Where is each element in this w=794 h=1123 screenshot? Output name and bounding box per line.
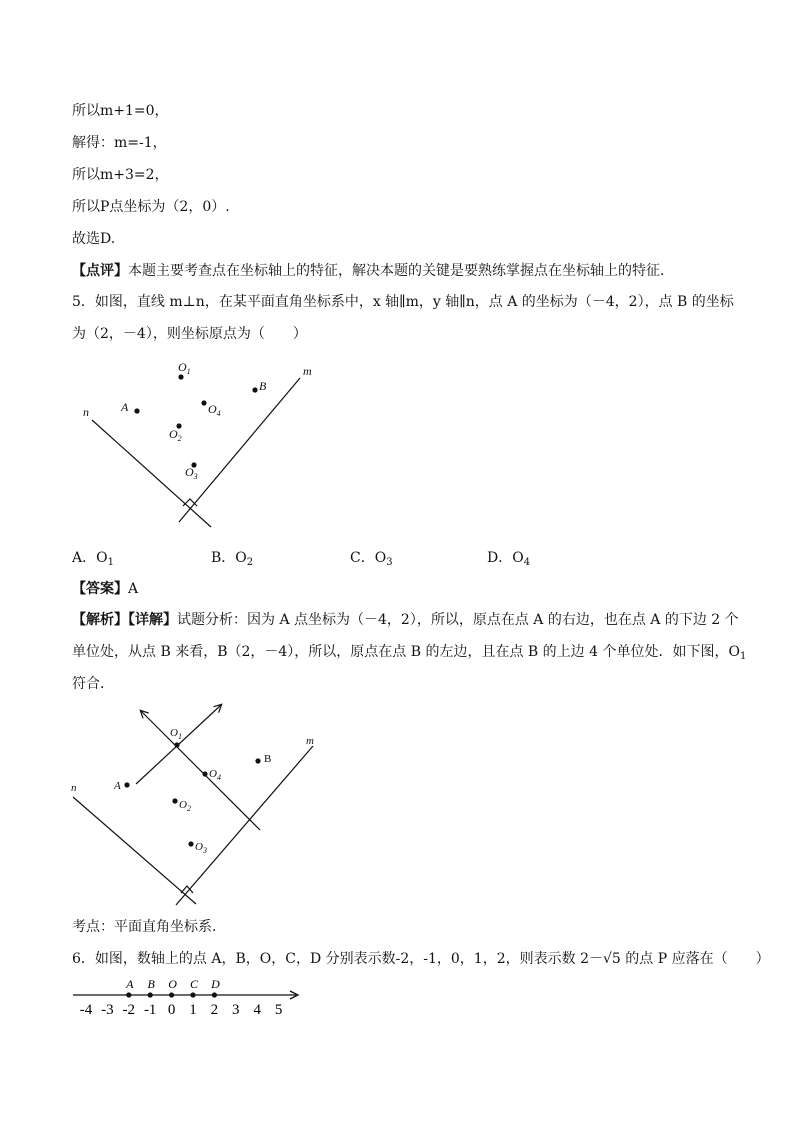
label-o1: $O_1$ — [178, 360, 191, 376]
question-5-line-1: 5．如图，直线 m⊥n，在某平面直角坐标系中，x 轴∥m，y 轴∥n，点 A 的坐标为（－4，2），点 B 的坐标 — [72, 294, 734, 310]
tick-label: 1 — [189, 1002, 197, 1018]
label-o1-2: $O_1$ — [170, 727, 182, 741]
analysis-tag: 【解析】【详解】 — [72, 612, 177, 628]
option-c: C．$O_3$ — [350, 550, 393, 568]
analysis-line-2: 单位处，从点 B 来看，B（2，－4），所以，原点在点 B 的左边，且在点 B 的上边 4 个单位处．如下图，$O_1$ — [72, 644, 747, 662]
tick-label: 2 — [210, 1002, 219, 1018]
point-label: B — [147, 977, 155, 991]
question-5-line-2: 为（2，－4），则坐标原点为（ ） — [72, 326, 307, 342]
tick-label: -3 — [101, 1002, 114, 1018]
label-m: m — [303, 364, 312, 378]
label-n-2: n — [71, 782, 77, 794]
point-label: C — [189, 977, 199, 991]
solution-line-1: 所以m+1=0， — [72, 103, 169, 119]
question-6-line-1: 6．如图，数轴上的点 A，B，O，C，D 分别表示数-2，-1，0，1，2，则表示数 2－√5 的点 P 应落在（ ） — [72, 951, 770, 967]
solution-line-3: 所以m+3=2， — [72, 167, 169, 183]
comment-text: 本题主要考查点在坐标轴上的特征，解决本题的关键是要熟练掌握点在坐标轴上的特征． — [128, 263, 674, 279]
tick-label: -4 — [79, 1002, 93, 1018]
tick-label: 3 — [232, 1002, 240, 1018]
label-o3-2: $O_3$ — [195, 841, 207, 855]
tick-label: 0 — [167, 1002, 176, 1018]
kaodian-line: 考点：平面直角坐标系． — [72, 919, 226, 935]
label-a: A — [121, 400, 129, 414]
comment-tag: 【点评】 — [72, 263, 128, 279]
label-o2-2: $O_2$ — [179, 799, 191, 813]
option-a: A．$O_1$ — [72, 550, 114, 568]
tick-label: -1 — [143, 1002, 157, 1018]
option-b: B．$O_2$ — [211, 550, 254, 568]
label-o3: $O_3$ — [185, 465, 198, 481]
label-o4-2: $O_4$ — [209, 768, 221, 782]
tick-label: 4 — [253, 1002, 261, 1018]
tick-label: -2 — [122, 1002, 136, 1018]
analysis-line-3: 符合． — [72, 676, 114, 692]
number-line-point — [148, 992, 153, 997]
answer-value: A — [128, 581, 139, 597]
analysis-line-1: 【解析】【详解】试题分析：因为 A 点坐标为（－4，2），所以，原点在点 A 的右边，也在点 A 的下边 2 个 — [72, 612, 739, 628]
point-label: D — [211, 977, 220, 991]
label-o4: $O_4$ — [208, 402, 221, 418]
label-n: n — [83, 405, 89, 419]
number-line-point — [190, 992, 195, 997]
label-o2: $O_2$ — [169, 427, 182, 443]
number-line-point — [126, 992, 131, 997]
number-line-point — [212, 992, 217, 997]
tick-label: 5 — [274, 1002, 283, 1018]
label-a-2: A — [114, 780, 121, 792]
label-m-2: m — [306, 735, 314, 747]
label-b-2: B — [264, 753, 272, 765]
point-label: A — [126, 977, 134, 991]
answer-tag: 【答案】 — [72, 581, 128, 597]
option-d: D．$O_4$ — [487, 550, 531, 568]
number-line-point — [169, 992, 174, 997]
solution-line-2: 解得：m=-1， — [72, 135, 167, 151]
label-b: B — [259, 379, 267, 393]
point-label: O — [168, 977, 177, 991]
solution-line-4: 所以P点坐标为（2，0）. — [72, 199, 230, 215]
solution-line-5: 故选D. — [72, 231, 116, 247]
